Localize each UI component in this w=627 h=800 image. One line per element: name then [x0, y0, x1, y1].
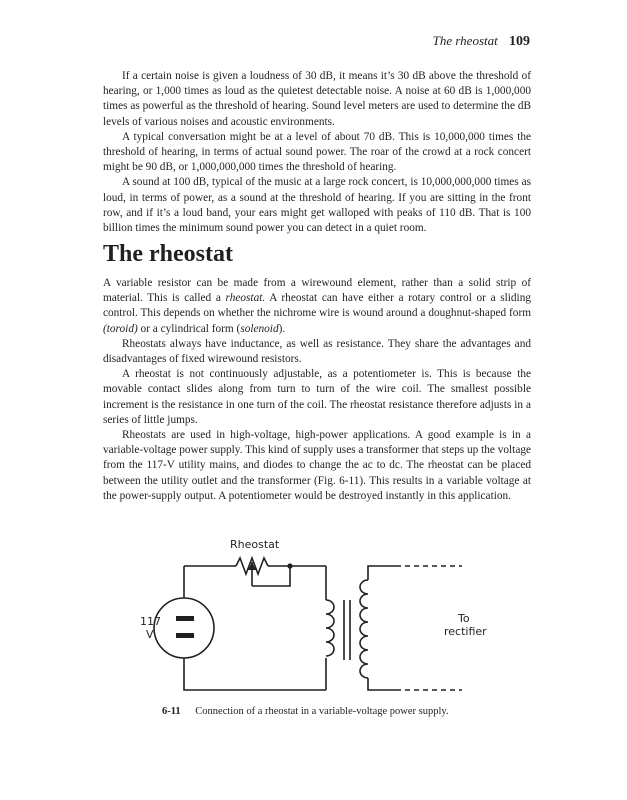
term-solenoid: solenoid [240, 322, 279, 335]
term-rheostat: rheostat. [225, 292, 266, 305]
rheostat-bypass [252, 566, 290, 586]
section-paragraph-3: A rheostat is not continuously adjustable, as a potentiometer is. This is because the movable contact slides along from turn to turn of the wire coil. The smallest possible increment is the resistance in one turn of the coil. The rheostat resistance therefore adjusts in a series of little jumps. [103, 368, 531, 426]
junction-dot [287, 563, 292, 568]
term-toroid: (toroid) [103, 322, 138, 335]
p1-text-a: A variable resistor can be made from a wirewound element, rather than a solid strip of material. This is called a [103, 277, 531, 305]
section-paragraph-2: Rheostats always have inductance, as well as resistance. They share the advantages and disadvantages of fixed wirewound resistors. [103, 337, 531, 366]
ac-source-circle [154, 598, 214, 658]
wire-secondary-bottom [368, 678, 396, 690]
transformer-core [344, 600, 350, 660]
intro-text [103, 69, 531, 236]
section-heading: The rheostat [103, 241, 233, 267]
label-rheostat: Rheostat [230, 538, 280, 551]
intro-paragraph-1: If a certain noise is given a loudness of 30 dB, it means it’s 30 dB above the threshold of hearing, or 1,000 times as loud as the quietest detectable noise. A noise at 60 dB is 1,000,000 times as powerful as the threshold of hearing. Sound level meters are used to determine the dB levels of various noises and acoustic environments. [103, 70, 531, 128]
secondary-coil [360, 580, 368, 678]
label-to: To [458, 612, 470, 625]
running-header [433, 33, 530, 50]
section-text [103, 276, 531, 504]
p1-text-c: or a cylindrical form ( [137, 322, 241, 335]
figure-caption-text: Connection of a rheostat in a variable-voltage power supply. [195, 706, 449, 717]
intro-paragraph-3: A sound at 100 dB, typical of the music at a large rock concert, is 10,000,000,000 times as loud, in terms of power, as a sound at the threshold of hearing. If you are sitting in the front row, and if it’s a loud band, your ears might get walloped with peaks of 110 dB. That is 100 billion times the minimum sound power you can detect in a quiet room. [103, 176, 531, 235]
label-voltage-value: 117 [140, 615, 161, 628]
outlet-slot-top [176, 616, 194, 621]
primary-coil [326, 600, 334, 656]
section-paragraph-4: Rheostats are used in high-voltage, high-power applications. A good example is in a variable-voltage power supply. This kind of supply uses a transformer that steps up the voltage from the 117-V utility mains, and diodes to change the ac to dc. The rheostat can be placed between the utility outlet and the transformer (Fig. 6-11). This results in a variable voltage at the power-supply output. A potentiometer would be destroyed instantly in this application. [103, 429, 531, 502]
intro-paragraph-2: A typical conversation might be at a level of about 70 dB. This is 10,000,000 times the threshold of hearing, in terms of actual sound power. The roar of the crowd at a rock concert might be 90 dB, or 1,000,000,000 times the threshold of hearing. [103, 130, 531, 174]
p1-text-d: ). [278, 322, 286, 335]
wire-bottom [184, 658, 326, 690]
p1-text-b: A rheostat can have either a rotary control or a sliding control. This depends on whether the nichrome wire is wound around a doughnut-shaped form [103, 292, 531, 320]
section-paragraph-1 [103, 276, 531, 337]
running-title: The rheostat [432, 33, 498, 48]
figure-caption [162, 706, 449, 717]
label-voltage-unit: V [146, 628, 154, 641]
label-rectifier: rectifier [444, 625, 487, 638]
page-number: 109 [509, 34, 530, 49]
figure-number: 6-11 [162, 706, 181, 717]
circuit-diagram [140, 530, 490, 700]
wire-secondary-top [368, 566, 396, 580]
outlet-slot-bottom [176, 633, 194, 638]
